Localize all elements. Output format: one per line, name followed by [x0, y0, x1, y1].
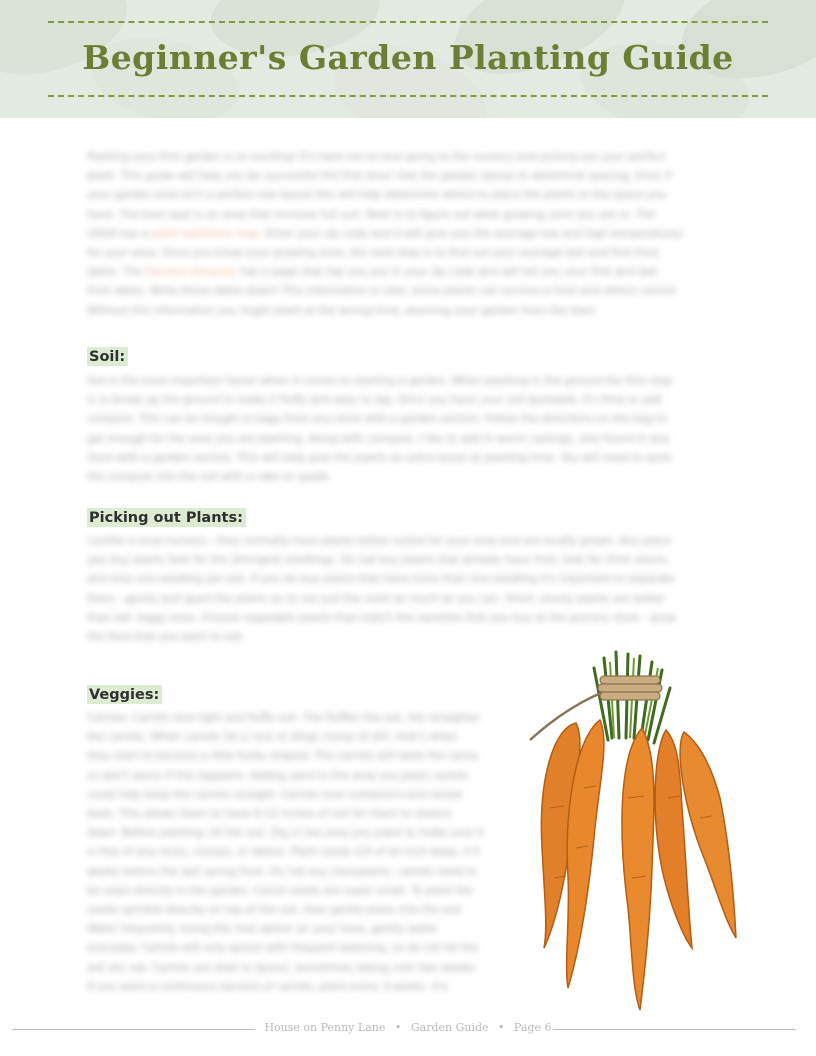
veggies-heading: Veggies:: [87, 685, 162, 704]
intro-line: dates. The Farmers Almanac has a page that has you put in your zip code and will tell you your first and last: [87, 266, 658, 279]
veggies-line: beds. This allows them to have 8-12 inches of soil for them to stretch: [87, 808, 452, 821]
intro-line: Without this information you might plant at the wrong time, dooming your garden from the start.: [87, 304, 598, 317]
intro-line: plant. This guide will help you be successful the first time! Use the garden layout to determine spacing. Even if: [87, 170, 672, 183]
intro-line: frost dates. Write those dates down! This information is vital, some plants can survive a frost and others cannot.: [87, 285, 680, 298]
veggies-line: soil dry out. Carrots are slow to sprout, sometimes taking over two weeks.: [87, 961, 478, 974]
soil-paragraph: [87, 372, 733, 487]
soil-line: Soil is the most important factor when it comes to starting a garden. When planting in the ground the first step: [87, 375, 673, 387]
veggies-line: they start to become a little funky shaped. The carrots will taste the same,: [87, 750, 481, 763]
plants-line: than tall, leggy ones. Choose vegetable plants that match the varieties that you buy at the grocery store - grow: [87, 611, 676, 624]
soil-heading: Soil:: [87, 347, 128, 366]
footer-separator: •: [394, 1021, 402, 1034]
soil-line: store with a garden section. This will help give the plants an extra boost at planting time. You will need to work: [87, 451, 672, 464]
intro-line: your garden area isn't a perfect row layout this will help determine where to place the plants in the space you: [87, 189, 667, 202]
plant-hardiness-link[interactable]: plant hardiness map: [151, 227, 260, 240]
header-top-divider: [48, 21, 768, 23]
veggies-line: be sown directly in the garden. Carrot seeds are super small. To plant the: [87, 884, 473, 897]
footer-separator: •: [498, 1021, 505, 1034]
veggies-line: down. Before planting, till the soil. Dig in the area you plant to make sure it: [87, 827, 484, 840]
farmers-almanac-link[interactable]: Farmers Almanac: [145, 266, 237, 279]
plants-line: I prefer a local nursery - they normally have plants better suited for your area and are locally grown. Any place: [87, 535, 671, 547]
plants-line: you buy plants look for the strongest seedlings. Do not buy plants that already have fruit, look for thick stems,: [87, 554, 670, 567]
intro-line: for your area. Once you know your growing zone, the next step is to find out your average last and first frost: [87, 247, 659, 260]
veggies-line: the carrots. When carrots hit a rock or dings clump of dirt, that's when: [87, 731, 458, 744]
page-title: Beginner's Garden Planting Guide: [82, 38, 734, 77]
footer-site: House on Penny Lane: [264, 1021, 386, 1034]
footer-page-number: Page 6: [514, 1021, 552, 1034]
veggies-line: If you want a continuous harvest of carrots, plant every 3 weeks. It's: [87, 980, 448, 993]
plants-paragraph: [87, 532, 733, 647]
veggies-paragraph: [87, 709, 517, 997]
intro-line: have. The best spot is an area that receives full sun. Next is to figure out what growing zone you are in. The: [87, 208, 656, 221]
header-bottom-divider: [48, 95, 768, 97]
intro-line: Planting your first garden is so exciting! It's hard not to love going to the nursery and picking out your perfect: [87, 151, 666, 163]
header-banner: [0, 0, 816, 118]
soil-line: get enough for the area you are planting. Along with compost, I like to add in worm castings, also found in any: [87, 432, 670, 445]
veggies-line: could help keep the carrots straight. Carrots love containers and raised: [87, 788, 462, 801]
veggies-line: seeds sprinkle directly on top of the soil, then gently press into the soil.: [87, 904, 464, 917]
plants-line: the food that you want to eat.: [87, 631, 245, 644]
carrot-bunch-illustration: [524, 648, 754, 1018]
veggies-line: everyday. Carrots will only sprout with frequent watering, so do not let the: [87, 942, 479, 955]
plants-heading: Picking out Plants:: [87, 508, 246, 527]
soil-line: compost. This can be bought in bags from any store with a garden section. Follow the directions on the bag to: [87, 413, 668, 426]
veggies-line: is free of any rocks, clumps, or debris. Plant seeds 1/4 of an inch deep, 3-5: [87, 846, 481, 859]
veggies-line: Carrots: Carrots love light and fluffy soil. The fluffier the soil, the straighter: [87, 712, 481, 724]
plants-line: them - gently pull apart the plants as to not pull the roots as much as you can. Short, stocky plants are better: [87, 592, 666, 605]
page-footer: [0, 1021, 816, 1034]
footer-guide: Garden Guide: [410, 1021, 489, 1034]
soil-line: the compost into the soil with a rake or spade.: [87, 471, 332, 484]
veggies-line: Water frequently. Using the mist option on your hose, gently water: [87, 923, 438, 936]
veggies-line: weeks before the last spring frost. Do not buy transplants, carrots need to: [87, 865, 477, 878]
intro-line: USDA has a plant hardiness map. Enter your zip code and it will give you the average low and high temperatures: [87, 227, 683, 240]
intro-paragraph: [87, 148, 733, 321]
plants-line: and only one seedling per pot. If you do buy plants that have more than one seedling it's important to separate: [87, 573, 675, 586]
veggies-line: so don't worry if this happens. Adding sand to the area you plant carrots: [87, 769, 469, 782]
soil-line: is to break up the ground to make it fluffy and easy to dig. Once you have your soil workable, it's time to add: [87, 394, 662, 407]
